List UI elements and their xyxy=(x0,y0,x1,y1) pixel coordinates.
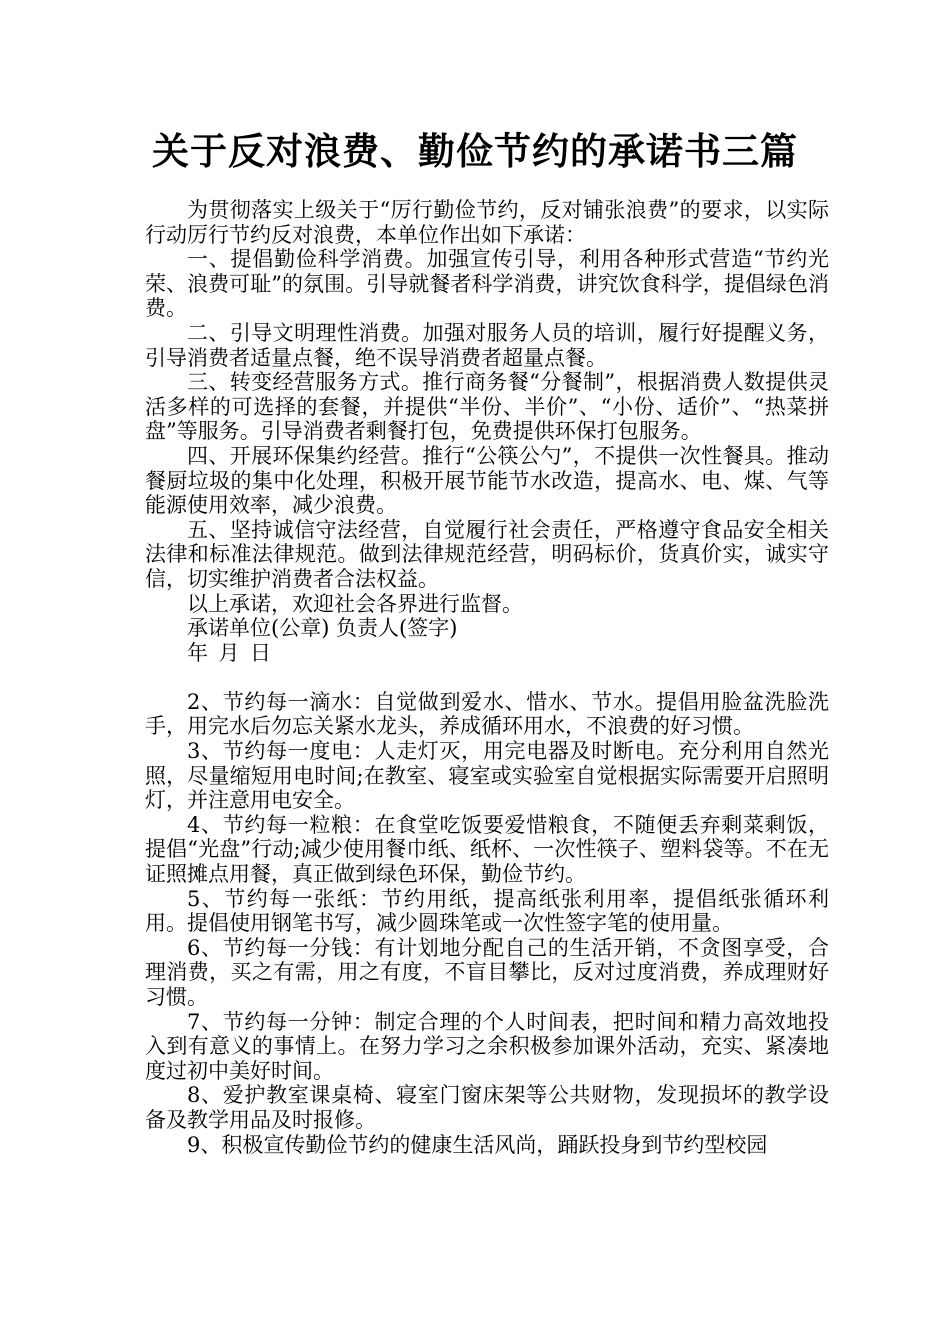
pledge-paragraph: 四、开展环保集约经营。推行“公筷公勺”，不提供一次性餐具。推动餐厨垃圾的集中化处理，积极开展节能节水改造，提高水、电、煤、气等能源使用效率，减少浪费。 xyxy=(145,443,829,518)
list-item: 4、节约每一粒粮：在食堂吃饭要爱惜粮食，不随便丢弃剩菜剩饭，提倡“光盘”行动;减少使用餐巾纸、纸杯、一次性筷子、塑料袋等。不在无证照摊点用餐，真正做到绿色环保，勤俭节约。 xyxy=(145,812,829,887)
document-title: 关于反对浪费、勤俭节约的承诺书三篇 xyxy=(152,130,798,173)
list-item: 7、节约每一分钟：制定合理的个人时间表，把时间和精力高效地投入到有意义的事情上。在努力学习之余积极参加课外活动，充实、紧凑地度过初中美好时间。 xyxy=(145,1009,829,1083)
pledge-paragraph: 二、引导文明理性消费。加强对服务人员的培训，履行好提醒义务，引导消费者适量点餐，绝不误导消费者超量点餐。 xyxy=(145,320,829,370)
list-item: 6、节约每一分钱：有计划地分配自己的生活开销，不贪图享受，合理消费，买之有需，用之有度，不盲目攀比，反对过度消费，养成理财好习惯。 xyxy=(145,935,829,1009)
date-day: 日 xyxy=(250,640,271,665)
date-year: 年 xyxy=(187,640,208,665)
list-item: 9、积极宣传勤俭节约的健康生活风尚，踊跃投身到节约型校园 xyxy=(187,1132,768,1157)
date-line xyxy=(145,641,829,666)
signature-line: 承诺单位(公章) 负责人(签字) xyxy=(187,616,458,641)
intro-paragraph: 为贯彻落实上级关于“厉行勤俭节约，反对铺张浪费”的要求，以实际行动厉行节约反对浪费，本单位作出如下承诺： xyxy=(145,198,829,247)
list-item: 5、节约每一张纸：节约用纸，提高纸张利用率，提倡纸张循环利用。提倡使用钢笔书写，减少圆珠笔或一次性签字笔的使用量。 xyxy=(145,886,829,936)
list-item: 8、爱护教室课桌椅、寝室门窗床架等公共财物，发现损坏的教学设备及教学用品及时报修。 xyxy=(145,1083,829,1132)
pledge-paragraph: 三、转变经营服务方式。推行商务餐“分餐制”，根据消费人数提供灵活多样的可选择的套餐，并提供“半份、半价”、“小份、适价”、“热菜拼盘”等服务。引导消费者剩餐打包，免费提供环保打包服务。 xyxy=(145,370,829,444)
date-month: 月 xyxy=(218,640,240,665)
list-item: 3、节约每一度电：人走灯灭，用完电器及时断电。充分利用自然光照，尽量缩短用电时间;在教室、寝室或实验室自觉根据实际需要开启照明灯，并注意用电安全。 xyxy=(145,739,829,813)
document-body xyxy=(145,198,829,1157)
pledge-paragraph: 五、坚持诚信守法经营，自觉履行社会责任，严格遵守食品安全相关法律和标准法律规范。做到法律规范经营，明码标价，货真价实，诚实守信，切实维护消费者合法权益。 xyxy=(145,517,829,591)
list-item: 2、节约每一滴水：自觉做到爱水、惜水、节水。提倡用脸盆洗脸洗手，用完水后勿忘关紧水龙头，养成循环用水，不浪费的好习惯。 xyxy=(145,689,829,739)
pledge-paragraph: 一、提倡勤俭科学消费。加强宣传引导，利用各种形式营造“节约光荣、浪费可耻”的氛围。引导就餐者科学消费，讲究饮食科学，提倡绿色消费。 xyxy=(145,247,829,321)
closing-paragraph: 以上承诺，欢迎社会各界进行监督。 xyxy=(187,591,523,616)
